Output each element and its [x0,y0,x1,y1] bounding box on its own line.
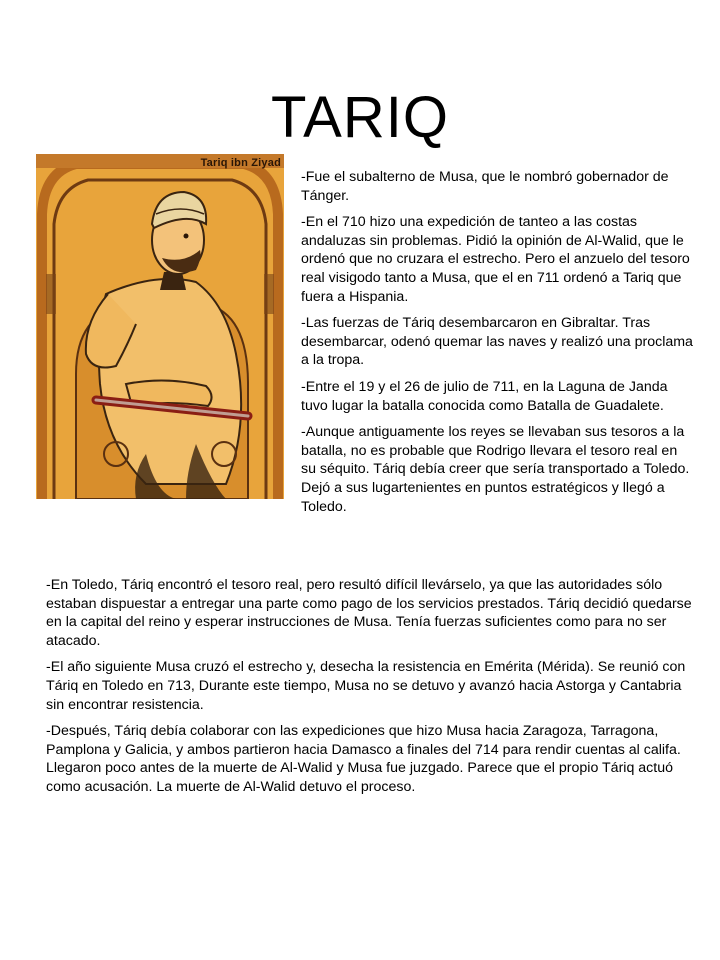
portrait-image [36,154,284,499]
tariq-portrait-illustration [36,154,284,499]
paragraph: -Entre el 19 y el 26 de julio de 711, en la Laguna de Janda tuvo lugar la batalla conocida como Batalla de Guadalete. [301,378,668,414]
portrait-caption: Tariq ibn Ziyad [200,157,281,169]
bottom-text-column [46,576,692,805]
paragraph: -Aunque antiguamente los reyes se llevaban sus tesoros a la batalla, no es probable que Rodrigo llevara el tesoro real en su séquito. Táriq debía creer que sería transportado a Toledo. Dejó a sus lugartenientes en puntos estratégicos y llegó a Toledo. [301,424,690,515]
paragraph: -El año siguiente Musa cruzó el estrecho y, desecha la resistencia en Emérita (Mérida). Se reunió con Táriq en Toledo en 713, Durante este tiempo, Musa no se detuvo y avanzó hacia Astorga y Cantabria sin encontrar resistencia. [46,659,686,713]
paragraph: -Fue el subalterno de Musa, que le nombró gobernador de Tánger. [301,169,669,204]
paragraph: -En el 710 hizo una expedición de tanteo a las costas andaluzas sin problemas. Pidió la opinión de Al-Walid, que le ordenó que no cruzara el estrecho. Pero el anzuelo del tesoro real visigodo tanto a Musa, que el en 711 ordenó a Tariq que fuera a Hispania. [301,214,690,305]
side-text-column [301,168,693,524]
page-title: TARIQ [271,85,449,150]
paragraph: -Las fuerzas de Táriq desembarcaron en Gibraltar. Tras desembarcar, odenó quemar las naves y realizó una proclama a la tropa. [301,315,693,369]
paragraph: -Después, Táriq debía colaborar con las expediciones que hizo Musa hacia Zaragoza, Tarragona, Pamplona y Galicia, y ambos partieron hacia Damasco a finales del 714 para rendir cuentas al califa. Llegaron poco antes de la muerte de Al-Walid y Musa fue juzgado. Parece que el propio Táriq actuó como acusación. La muerte de Al-Walid detuvo el proceso. [46,723,681,795]
paragraph: -En Toledo, Táriq encontró el tesoro real, pero resultó difícil llevárselo, ya que las autoridades sólo estaban dispuestar a entregar una parte como pago de los servicios prestados. Táriq decidió quedarse en la capital del reino y esperar instrucciones de Musa. Tenía fuerzas suficientes como para no ser atacado. [46,577,692,649]
